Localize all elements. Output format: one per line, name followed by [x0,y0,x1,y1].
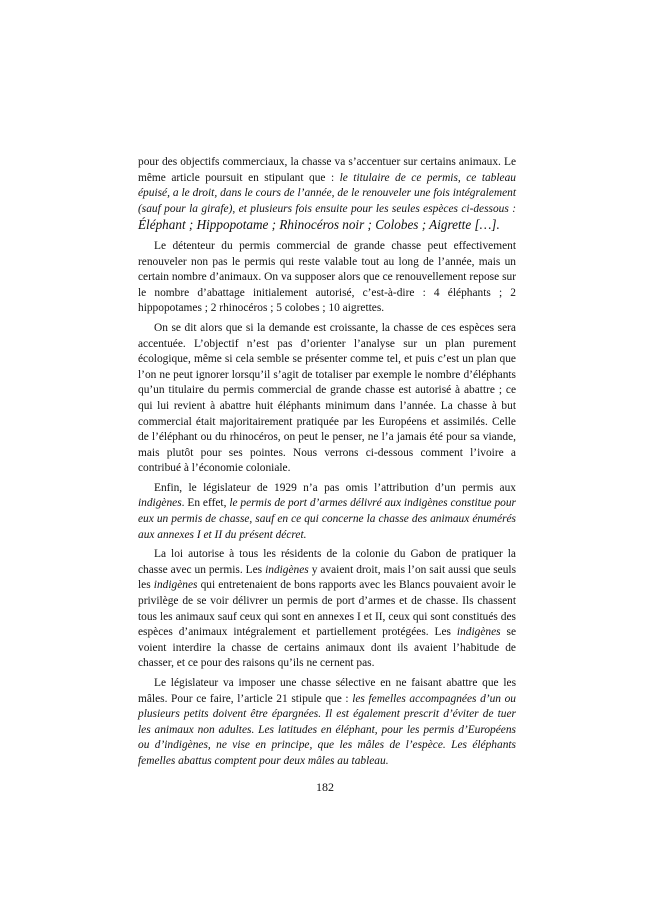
text-run: . En effet, [181,497,230,510]
text-run: On se dit alors que si la demande est croissante, la chasse de ces espèces sera accentuée. L’objectif n’est pas d’orienter l’analyse sur un plan purement écologique, même si cela semble se présenter comme tel, et puis c’est un plan que l’on ne peut ignorer lorsqu’il s’agit de totaliser par exemple le nombre d’éléphants qu’un titulaire du permis commercial de grande chasse est autorisé à abattre ; ce qui lui revient à abattre huit éléphants minimum dans l’année. La chasse à but commercial était majoritairement pratiquée par les Européens et assimilés. Celle de l’éléphant ou du rhinocéros, on peut le penser, ne l’a jamais été pour sa viande, mais plutôt pour ses pointes. Nous verrons ci-dessous comment l’ivoire a contribué à l’économie coloniale. [138,321,516,475]
paragraph [138,155,516,235]
paragraph [138,321,516,477]
italic-text-run: les femelles accompagnées d’un ou plusieurs petits doivent être épargnées. Il est également prescrit d’éviter de tuer les animaux non adultes. Les latitudes en éléphant, pour les permis d’Européens ou d’indigènes, ne vise en principe, que les mâles de l’espèce. Les éléphants femelles abattus comptent pour deux mâles au tableau. [138,692,516,767]
text-run: Enfin, le législateur de 1929 n’a pas omis l’attribution d’un permis aux [154,481,516,494]
italic-text-run: le titulaire de ce permis, ce tableau épuisé, a le droit, dans le cours de l’année, de le renouveler une fois intégralement (sauf pour la girafe), et plusieurs fois ensuite pour les seules espèces ci-dessous : [138,171,516,215]
italic-text-run: Éléphant ; Hippopotame ; Rhinocéros noir ; Colobes ; Aigrette […]. [138,217,500,233]
italic-text-run: indigènes [456,626,501,639]
paragraph [138,239,516,317]
text-run: se voient interdire la chasse de certains animaux dont ils avaient l’habitude de chasser, et ce pour des raisons qu’ils ne cernent pas. [138,626,517,670]
text-run: Le législateur va imposer une chasse sélective en ne faisant abattre que les mâles. Pour ce faire, l’article 21 stipule que : [138,677,516,705]
text-run: pour des objectifs commerciaux, la chasse va s’accentuer sur certains animaux. Le même article poursuit en stipulant que : [138,156,516,184]
italic-text-run: indigènes [265,563,309,576]
paragraph [138,676,516,770]
body-text [138,155,516,774]
text-run: La loi autorise à tous les résidents de la colonie du Gabon de pratiquer la chasse avec un permis. Les [138,548,516,576]
italic-text-run: indigènes [153,579,198,592]
text-run: Le détenteur du permis commercial de grande chasse peut effectivement renouveler non pas le permis qui reste valable tout au long de l’année, mais un certain nombre d’animaux. On va supposer alors que ce renouvellement repose sur le nombre d’abattage initialement autorisé, c’est-à-dire : 4 éléphants ; 2 hippopotames ; 2 rhinocéros ; 5 colobes ; 10 aigrettes. [138,239,516,315]
text-run: y avaient droit, mais l’on sait aussi que seuls les [138,563,516,592]
paragraph [138,481,516,543]
italic-text-run: le permis de port d’armes délivré aux indigènes constitue pour eux un permis de chasse, sauf en ce qui concerne la chasse des animaux énumérés aux annexes I et II du présent décret. [138,497,516,541]
text-run: qui entretenaient de bons rapports avec les Blancs pouvaient avoir le privilège de se voir délivrer un permis de port d’armes et de chasse. Ils chassent tous les animaux sauf ceux qui sont en annexes I et II, ceux qui sont constitués des espèces d’animaux intégralement et partiellement protégées. Les [138,579,516,639]
paragraph [138,547,516,672]
italic-text-run: indigènes [138,497,182,510]
page-number: 182 [316,780,334,794]
